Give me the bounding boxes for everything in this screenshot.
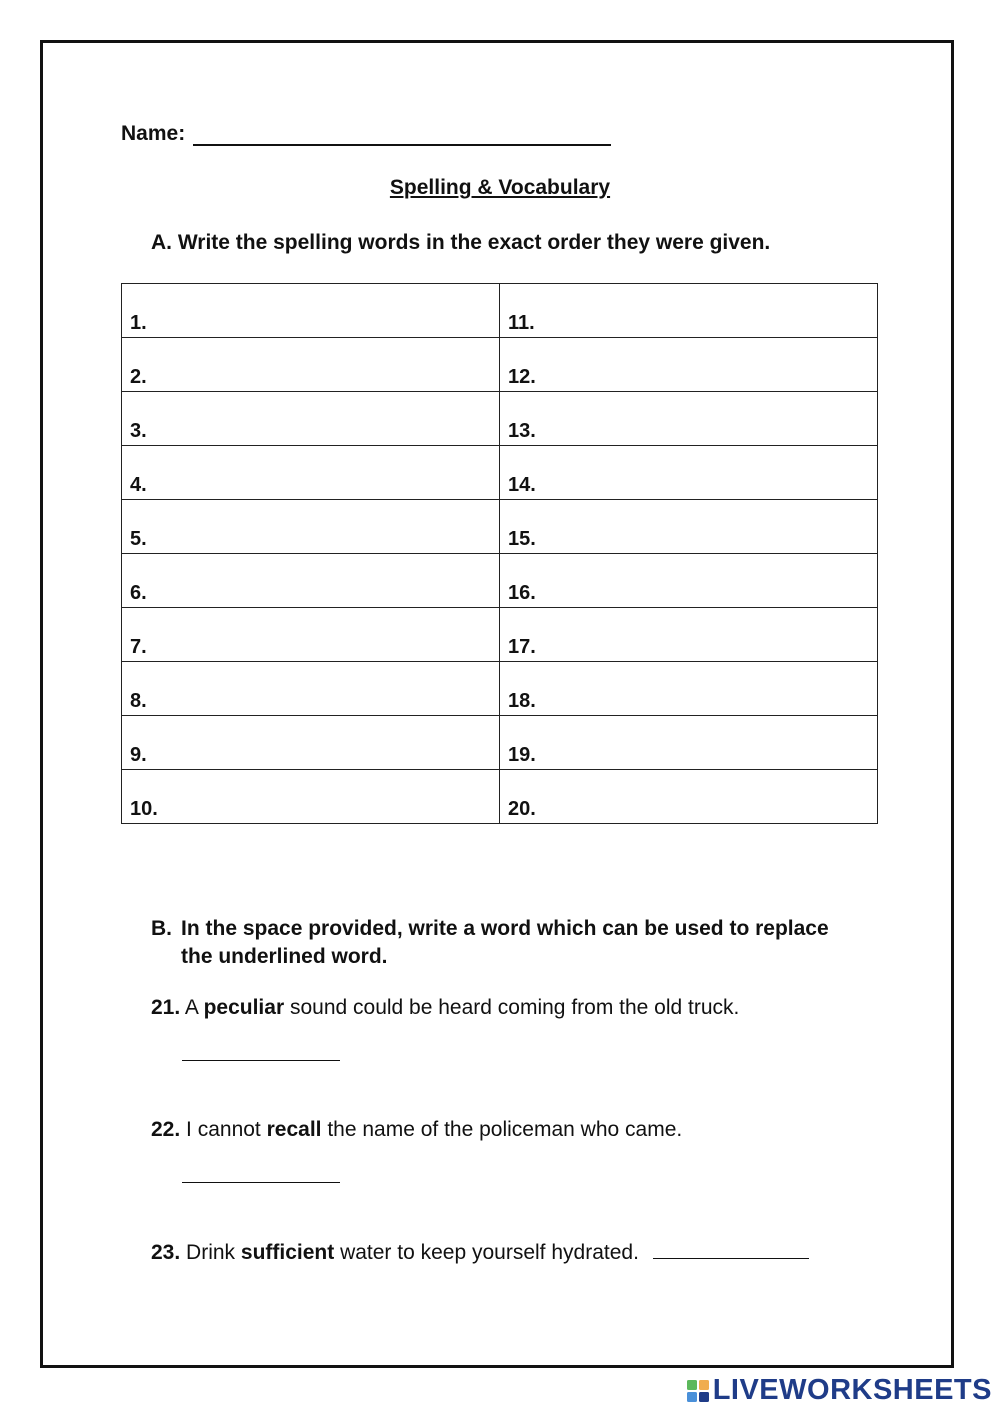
answer-cell[interactable] <box>500 554 878 608</box>
question-number: 22. <box>151 1118 181 1141</box>
answer-cell[interactable] <box>122 608 500 662</box>
question-text-after: sound could be heard coming from the old truck. <box>284 996 740 1019</box>
question-text-before: Drink <box>186 1241 241 1264</box>
section-b-instruction <box>151 915 841 971</box>
answer-cell[interactable] <box>500 284 878 338</box>
table-row <box>122 284 878 338</box>
answer-cell[interactable] <box>500 716 878 770</box>
answer-cell[interactable] <box>122 500 500 554</box>
answer-cell[interactable] <box>500 446 878 500</box>
answer-cell[interactable] <box>500 500 878 554</box>
question-text-after: the name of the policeman who came. <box>321 1118 683 1141</box>
table-row <box>122 716 878 770</box>
table-row <box>122 500 878 554</box>
table-row <box>122 554 878 608</box>
question-23 <box>151 1240 809 1265</box>
worksheet-title: Spelling & Vocabulary <box>389 176 611 199</box>
answer-cell[interactable] <box>122 554 500 608</box>
item-number: 1. <box>130 312 147 334</box>
question-keyword: sufficient <box>240 1241 335 1264</box>
table-row <box>122 338 878 392</box>
answer-cell[interactable] <box>122 716 500 770</box>
answer-cell[interactable] <box>122 770 500 824</box>
answer-cell[interactable] <box>500 770 878 824</box>
item-number: 20. <box>508 798 536 820</box>
answer-cell[interactable] <box>122 446 500 500</box>
answer-blank-21[interactable] <box>182 1060 340 1061</box>
answer-blank-22[interactable] <box>182 1182 340 1183</box>
answer-cell[interactable] <box>122 662 500 716</box>
answer-cell[interactable] <box>122 284 500 338</box>
item-number: 18. <box>508 690 536 712</box>
item-number: 17. <box>508 636 536 658</box>
question-number: 21. <box>151 996 181 1019</box>
spelling-table <box>121 283 878 824</box>
item-number: 11. <box>508 312 535 334</box>
section-b-text: In the space provided, write a word which can be used to replace the underlined word. <box>181 917 829 968</box>
answer-blank-23[interactable] <box>653 1240 809 1259</box>
item-number: 19. <box>508 744 536 766</box>
answer-cell[interactable] <box>500 608 878 662</box>
question-text-before: A <box>184 996 204 1019</box>
question-21 <box>151 996 739 1020</box>
answer-cell[interactable] <box>500 338 878 392</box>
item-number: 2. <box>130 366 147 388</box>
answer-cell[interactable] <box>500 392 878 446</box>
question-number: 23. <box>151 1241 181 1264</box>
answer-cell[interactable] <box>122 392 500 446</box>
item-number: 13. <box>508 420 536 442</box>
liveworksheets-watermark <box>686 1374 992 1407</box>
item-number: 4. <box>130 474 147 496</box>
answer-cell[interactable] <box>500 662 878 716</box>
question-keyword: peculiar <box>203 996 285 1019</box>
section-b-letter: B. <box>151 917 172 940</box>
name-blank[interactable] <box>193 124 611 146</box>
item-number: 8. <box>130 690 147 712</box>
item-number: 16. <box>508 582 536 604</box>
item-number: 12. <box>508 366 536 388</box>
table-row <box>122 608 878 662</box>
name-row <box>121 122 611 146</box>
liveworksheets-logo-icon <box>686 1379 710 1403</box>
section-a-instruction: A. Write the spelling words in the exact order they were given. <box>151 231 771 254</box>
question-keyword: recall <box>266 1118 322 1141</box>
item-number: 6. <box>130 582 147 604</box>
item-number: 3. <box>130 420 147 442</box>
question-22 <box>151 1118 682 1142</box>
watermark-text: LIVEWORKSHEETS <box>712 1374 992 1406</box>
item-number: 7. <box>130 636 147 658</box>
item-number: 5. <box>130 528 147 550</box>
item-number: 15. <box>508 528 536 550</box>
table-row <box>122 446 878 500</box>
question-text-before: I cannot <box>186 1118 267 1141</box>
table-row <box>122 770 878 824</box>
name-label: Name: <box>121 122 186 145</box>
table-row <box>122 392 878 446</box>
item-number: 10. <box>130 798 158 820</box>
table-row <box>122 662 878 716</box>
question-text-after: water to keep yourself hydrated. <box>334 1241 639 1264</box>
item-number: 9. <box>130 744 147 766</box>
item-number: 14. <box>508 474 536 496</box>
answer-cell[interactable] <box>122 338 500 392</box>
